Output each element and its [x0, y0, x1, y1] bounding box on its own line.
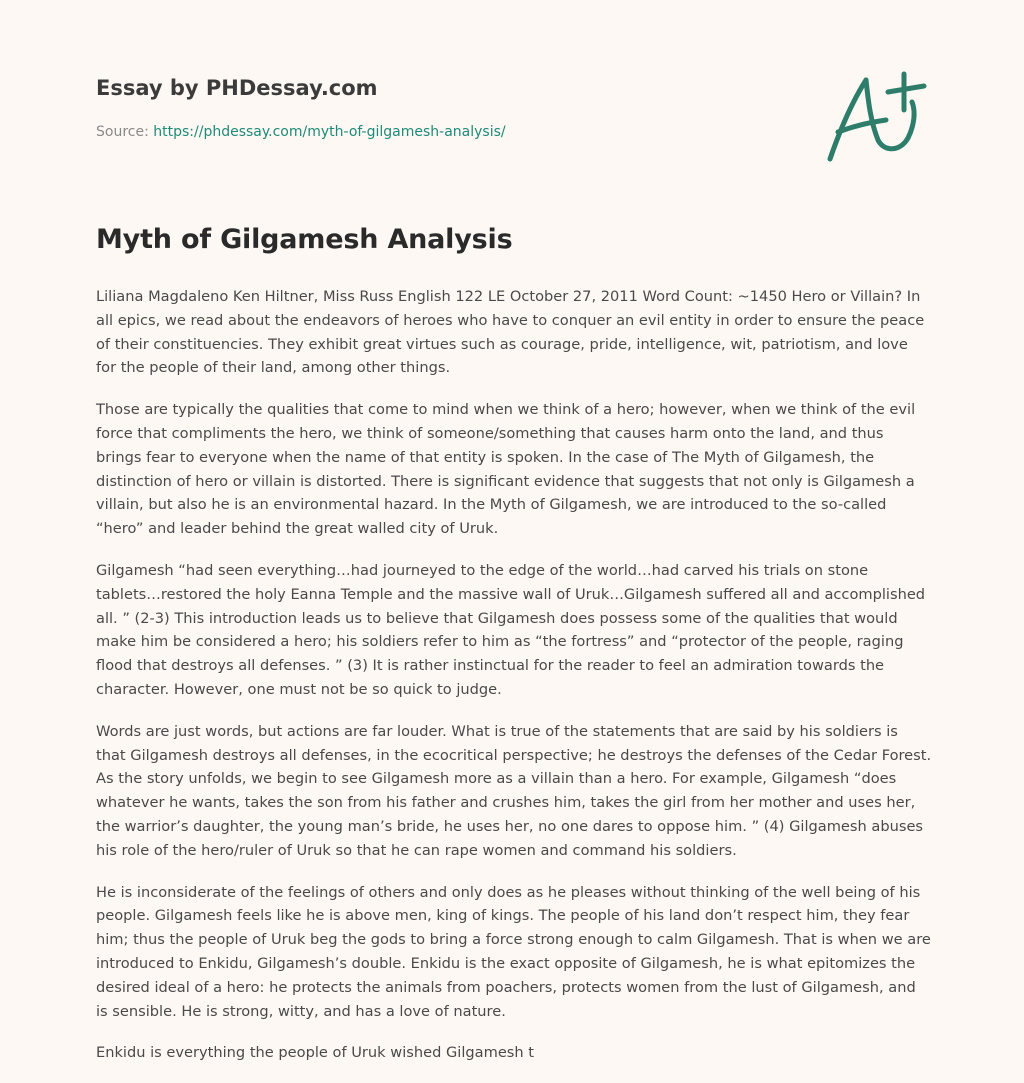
essay-paragraph: Words are just words, but actions are far louder. What is true of the statements that are said by his soldiers is that Gilgamesh destroys all defenses, in the ecocritical perspective; he destroys the defenses of the Cedar Forest. As the story unfolds, we begin to see Gilgamesh more as a villain than a hero. For example, Gilgamesh “does whatever he wants, takes the son from his father and crushes him, takes the girl from her mother and uses her, the warrior’s daughter, the young man’s bride, he uses her, no one dares to oppose him. ” (4) Gilgamesh abuses his role of the hero/ruler of Uruk so that he can rape women and command his soldiers.: [96, 722, 932, 859]
site-brand: Essay by PHDessay.com: [96, 76, 378, 100]
essay-title: Myth of Gilgamesh Analysis: [96, 224, 513, 255]
source-line: [96, 124, 506, 140]
a-plus-logo-icon: [824, 68, 928, 164]
essay-header: [96, 0, 928, 190]
essay-paragraph: Enkidu is everything the people of Uruk wished Gilgamesh t: [96, 1044, 535, 1062]
essay-paragraph: Liliana Magdaleno Ken Hiltner, Miss Russ English 122 LE October 27, 2011 Word Count: ~1450 Hero or Villain? In all epics, we read about the endeavors of heroes who have to conquer an evil entity in order to ensure the peace of their constituencies. They exhibit great virtues such as courage, pride, intelligence, wit, patriotism, and love for the people of their land, among other things.: [96, 288, 925, 377]
essay-paragraph: Those are typically the qualities that come to mind when we think of a hero; however, when we think of the evil force that compliments the hero, we think of someone/something that causes harm onto the land, and thus brings fear to everyone when the name of that entity is spoken. In the case of The Myth of Gilgamesh, the distinction of hero or villain is distorted. There is significant evidence that suggests that not only is Gilgamesh a villain, but also he is an environmental hazard. In the Myth of Gilgamesh, we are introduced to the so-called “hero” and leader behind the great walled city of Uruk.: [96, 401, 916, 538]
source-link[interactable]: https://phdessay.com/myth-of-gilgamesh-analysis/: [153, 124, 506, 140]
essay-body: [96, 285, 932, 1083]
essay-paragraph: Gilgamesh “had seen everything…had journeyed to the edge of the world…had carved his trials on stone tablets…restored the holy Eanna Temple and the massive wall of Uruk…Gilgamesh suffered all and accomplished all. ” (2-3) This introduction leads us to believe that Gilgamesh does possess some of the qualities that would make him be considered a hero; his soldiers refer to him as “the fortress” and “protector of the people, raging flood that destroys all defenses. ” (3) It is rather instinctual for the reader to feel an admiration towards the character. However, one must not be so quick to judge.: [96, 561, 926, 698]
essay-paragraph: He is inconsiderate of the feelings of others and only does as he pleases without thinking of the well being of his people. Gilgamesh feels like he is above men, king of kings. The people of his land don’t respect him, they fear him; thus the people of Uruk beg the gods to bring a force strong enough to calm Gilgamesh. That is when we are introduced to Enkidu, Gilgamesh’s double. Enkidu is the exact opposite of Gilgamesh, he is what epitomizes the desired ideal of a hero: he protects the animals from poachers, protects women from the lust of Gilgamesh, and is sensible. He is strong, witty, and has a love of nature.: [96, 883, 931, 1020]
source-label: Source:: [96, 124, 154, 140]
